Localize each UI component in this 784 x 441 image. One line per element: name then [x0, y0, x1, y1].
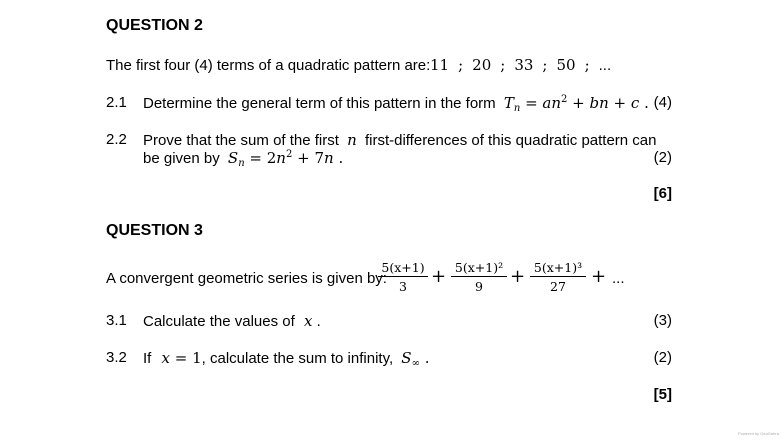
- powered-by-label: Powered by GeoGebra: [738, 431, 779, 436]
- plus-sign: +: [431, 266, 447, 287]
- term-3-numerator: 5(x+1)³: [530, 260, 586, 277]
- term-4: 50: [556, 56, 576, 74]
- marks: (4): [653, 94, 672, 111]
- term-2-denominator: 9: [475, 279, 483, 294]
- term-2-numerator: 5(x+1)²: [451, 260, 507, 277]
- term-1-numerator: 5(x+1): [378, 260, 428, 277]
- separator: ;: [542, 56, 548, 74]
- item-3-2-text: [143, 349, 429, 367]
- separator: ;: [500, 56, 506, 74]
- item-text: , calculate the sum to infinity,: [201, 350, 394, 367]
- item-number: 3.1: [106, 312, 127, 329]
- term-2: 20: [472, 56, 492, 74]
- plus-sign: +: [591, 266, 607, 287]
- item-number: 2.2: [106, 131, 127, 148]
- term-1: 11: [430, 56, 450, 74]
- plus-sign: +: [510, 266, 526, 287]
- item-text: Prove that the sum of the first: [143, 132, 339, 149]
- separator: ;: [458, 56, 464, 74]
- item-number: 3.2: [106, 349, 127, 366]
- general-term-formula: $T_n = an^2$ + bn + c .: [503, 94, 649, 114]
- item-text: Calculate the values of: [143, 313, 295, 330]
- intro-text: The first four (4) terms of a quadratic pattern are:: [106, 57, 431, 74]
- item-2-2-line1: [143, 131, 657, 149]
- item-text: be given by: [143, 150, 220, 167]
- item-number: 2.1: [106, 94, 127, 111]
- question-2-intro: [106, 57, 430, 74]
- question-2-total: [6]: [653, 185, 672, 202]
- question-3-intro: A convergent geometric series is given by:: [106, 270, 387, 287]
- item-text: Determine the general term of this pattern in the form: [143, 95, 496, 112]
- term-3-denominator: 27: [550, 279, 566, 294]
- term-1-denominator: 3: [399, 279, 407, 294]
- pattern-terms: [430, 56, 620, 74]
- sum-to-infinity-symbol: $S_\infty$ .: [401, 349, 430, 369]
- separator: ;: [584, 56, 590, 74]
- variable-x: x: [303, 312, 313, 330]
- item-2-2-line2: [143, 149, 343, 167]
- term-3: 33: [514, 56, 534, 74]
- series-term-3: [530, 260, 586, 294]
- question-2-heading: QUESTION 2: [106, 17, 203, 34]
- marks: (2): [653, 149, 672, 166]
- item-text: first-differences of this quadratic pattern can: [364, 132, 657, 149]
- x-equals-1: x = 1: [161, 349, 202, 367]
- question-3-total: [5]: [653, 386, 672, 403]
- series-term-2: [451, 260, 507, 294]
- sum-formula: $S_n = 2n^2 + 7n$ .: [227, 149, 344, 169]
- item-3-1-text: Calculate the values of x .: [143, 312, 321, 330]
- ellipsis: ...: [598, 57, 612, 74]
- question-3-heading: QUESTION 3: [106, 222, 203, 239]
- variable-n: n: [347, 131, 357, 149]
- marks: (2): [653, 349, 672, 366]
- series-ellipsis: ...: [612, 270, 625, 287]
- series-term-1: [378, 260, 428, 294]
- if-word: If: [143, 350, 152, 367]
- marks: (3): [653, 312, 672, 329]
- item-2-1-text: [143, 94, 649, 112]
